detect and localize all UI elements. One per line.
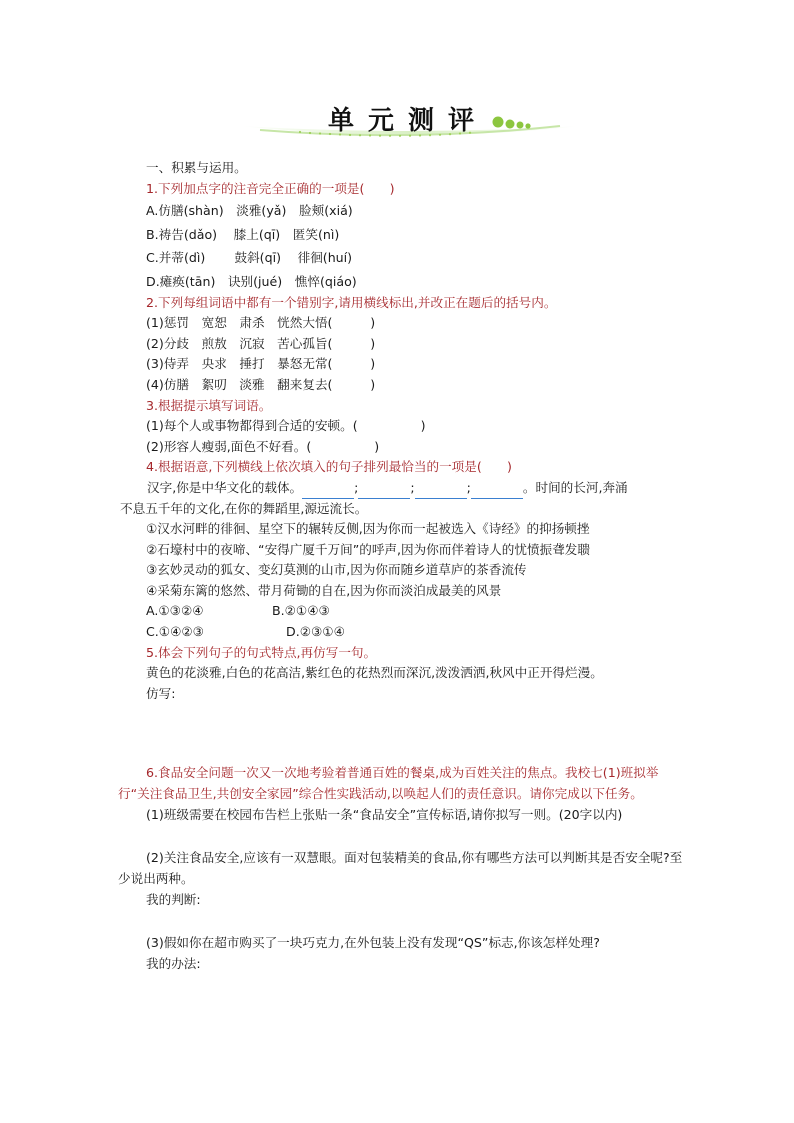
question-4-option-d: D.②③①④: [286, 624, 345, 640]
question-4-continuation: 不息五千年的文化,在你的舞蹈里,源远流长。: [120, 500, 368, 516]
question-3-stem: 3.根据提示填写词语。: [146, 397, 272, 413]
question-4-lead-tail: 时间的长河,奔涌: [535, 479, 628, 495]
header-banner: [240, 96, 580, 146]
question-1-option-a: A.仿膳(shàn) 淡雅(yǎ) 脸颊(xiá): [146, 203, 353, 219]
fill-blank[interactable]: [302, 484, 354, 499]
question-5-sentence: 黄色的花淡雅,白色的花高洁,紫红色的花热烈而深沉,泼泼洒洒,秋风中正开得烂漫。: [146, 665, 603, 681]
question-3-item: (2)形容人瘦弱,面色不好看。( ): [146, 438, 380, 454]
main-content: [120, 158, 686, 704]
semicolon: ;: [466, 479, 471, 495]
question-6-part-2-answer: 我的判断:: [146, 892, 201, 907]
question-2-stem: 2.下列每组词语中都有一个错别字,请用横线标出,并改正在题后的括号内。: [146, 294, 557, 310]
question-2-item: (2)分歧 煎敖 沉寂 苦心孤旨( ): [146, 335, 376, 351]
period: 。: [522, 479, 536, 495]
question-6-part-3: (3)假如你在超市购买了一块巧克力,在外包装上没有发现“QS”标志,你该怎样处理?: [146, 935, 600, 950]
question-5-stem: 5.体会下列句子的句式特点,再仿写一句。: [146, 644, 377, 660]
question-4-lead: [146, 478, 686, 499]
question-2-item: (1)惩罚 宽恕 肃杀 恍然大悟( ): [146, 315, 376, 331]
question-2-item: (4)仿膳 絮叨 淡雅 翻来复去( ): [146, 376, 376, 392]
semicolon: ;: [410, 479, 415, 495]
question-5-prompt: 仿写:: [146, 685, 176, 701]
question-2-item: (3)侍弄 央求 捶打 暴怒无常( ): [146, 356, 376, 372]
question-4-options-row: [146, 601, 686, 622]
question-1-option-d: D.瘫痪(tān) 诀别(jué) 憔悴(qiáo): [146, 273, 357, 289]
question-6-part-1: (1)班级需要在校园布告栏上张贴一条“食品安全”宣传标语,请你拟写一则。(20字以内): [146, 807, 623, 822]
question-6-part-3-answer: 我的办法:: [146, 956, 201, 971]
question-3-item: (1)每个人或事物都得到合适的安顿。( ): [146, 418, 426, 434]
question-6-part-2: (2)关注食品安全,应该有一双慧眼。面对包装精美的食品,你有哪些方法可以判断其是否安全呢?至少说出两种。: [118, 850, 683, 886]
question-1-option-b: B.祷告(dǎo) 膝上(qī) 匿笑(nì): [146, 226, 340, 242]
semicolon: ;: [354, 479, 359, 495]
question-4-sentence: ①汉水河畔的徘徊、星空下的辗转反侧,因为你而一起被选入《诗经》的抑扬顿挫: [146, 521, 590, 537]
question-4-option-a: A.①③②④: [146, 603, 204, 619]
question-4-options-row: [146, 622, 686, 643]
page-title: 单元测评: [328, 106, 489, 136]
question-4-stem: 4.根据语意,下列横线上依次填入的句子排列最恰当的一项是( ): [146, 459, 512, 475]
question-6-stem: 6.食品安全问题一次又一次地考验着普通百姓的餐桌,成为百姓关注的焦点。我校七(1)班拟举行“关注食品卫生,共创安全家园”综合性实践活动,以唤起人们的责任意识。请你完成以下任务。: [118, 765, 659, 801]
question-6: [118, 762, 684, 974]
fill-blank[interactable]: [358, 484, 410, 499]
section-heading: 一、积累与运用。: [146, 160, 247, 175]
question-4-option-c: C.①④②③: [146, 624, 204, 640]
question-1-stem: 1.下列加点字的注音完全正确的一项是( ): [146, 180, 395, 196]
fill-blank[interactable]: [471, 484, 523, 499]
question-4-lead-text: 汉字,你是中华文化的载体。: [147, 479, 303, 495]
question-1-option-c: C.并蒂(dì) 鼓斜(qī) 徘徊(huí): [146, 250, 353, 266]
question-4-sentence: ④采菊东篱的悠然、带月荷锄的自在,因为你而淡泊成最美的风景: [146, 582, 502, 598]
question-4-sentence: ②石壕村中的夜啼、“安得广厦千万间”的呼声,因为你而伴着诗人的忧愤振聋发聩: [146, 541, 590, 557]
fill-blank[interactable]: [415, 484, 467, 499]
question-4-sentence: ③玄妙灵动的狐女、变幻莫测的山市,因为你而随乡道草庐的茶香流传: [146, 562, 527, 578]
question-4-option-b: B.②①④③: [272, 603, 330, 619]
